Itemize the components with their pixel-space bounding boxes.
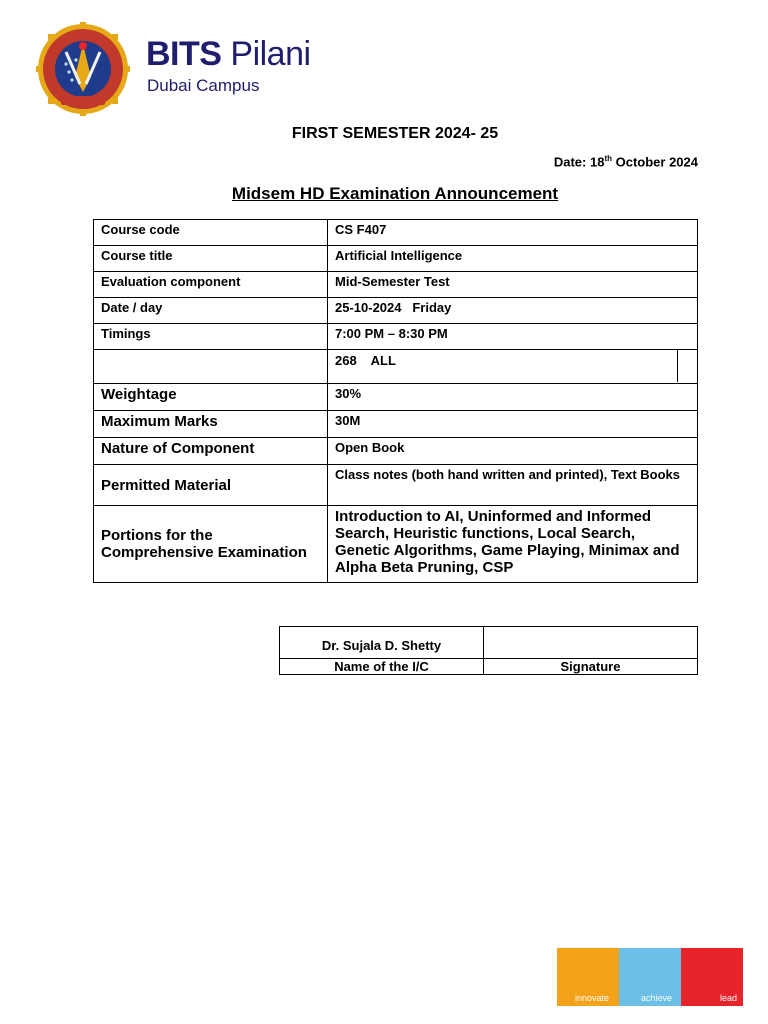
nature-value: Open Book xyxy=(328,438,698,465)
table-row xyxy=(280,627,698,659)
table-row xyxy=(94,324,698,350)
venue-blank-cell xyxy=(677,350,697,382)
course-code-label: Course code xyxy=(94,220,328,246)
maximum-marks-label: Maximum Marks xyxy=(94,411,328,438)
date-day-label: Date / day xyxy=(94,298,328,324)
weightage-label: Weightage xyxy=(94,384,328,411)
announcement-heading: Midsem HD Examination Announcement xyxy=(231,184,559,203)
table-row xyxy=(94,438,698,465)
semester-title: FIRST SEMESTER 2024- 25 xyxy=(291,125,499,142)
table-row xyxy=(94,298,698,324)
table-row xyxy=(94,411,698,438)
venue-label xyxy=(94,350,328,384)
footer-banner xyxy=(557,948,743,1006)
permitted-material-label: Permitted Material xyxy=(94,465,328,506)
course-title-value: Artificial Intelligence xyxy=(328,246,698,272)
exam-details-table xyxy=(93,219,698,583)
footer-achieve: achieve xyxy=(619,948,681,1006)
course-code-value: CS F407 xyxy=(328,220,698,246)
portions-label: Portions for the Comprehensive Examination xyxy=(94,506,328,583)
table-row xyxy=(94,506,698,583)
course-title-label: Course title xyxy=(94,246,328,272)
table-row xyxy=(94,246,698,272)
announcement-date: Date: 18th October 2024 xyxy=(553,154,698,170)
table-row xyxy=(94,220,698,246)
signature-table xyxy=(279,626,698,675)
venue-cell xyxy=(328,350,698,384)
table-row xyxy=(94,384,698,411)
date-day-value: 25-10-2024 Friday xyxy=(328,298,698,324)
ic-name-value: Dr. Sujala D. Shetty xyxy=(280,627,484,659)
table-row xyxy=(280,659,698,675)
evaluation-component-value: Mid-Semester Test xyxy=(328,272,698,298)
brand-name: BITS Pilani xyxy=(146,35,311,73)
table-row xyxy=(94,272,698,298)
signature-box xyxy=(484,627,698,659)
ic-name-label: Name of the I/C xyxy=(280,659,484,675)
footer-innovate: innovate xyxy=(557,948,619,1006)
nature-label: Nature of Component xyxy=(94,438,328,465)
evaluation-component-label: Evaluation component xyxy=(94,272,328,298)
portions-value: Introduction to AI, Uninformed and Informed Search, Heuristic functions, Local Search, Genetic Algorithms, Game Playing, Minimax and Alpha Beta Pruning, CSP xyxy=(328,506,698,583)
permitted-material-value: Class notes (both hand written and printed), Text Books xyxy=(328,465,698,506)
timings-value: 7:00 PM – 8:30 PM xyxy=(328,324,698,350)
maximum-marks-value: 30M xyxy=(328,411,698,438)
table-row xyxy=(94,465,698,506)
timings-label: Timings xyxy=(94,324,328,350)
brand-campus: Dubai Campus xyxy=(147,76,260,95)
institute-seal-icon xyxy=(36,22,130,116)
signature-label: Signature xyxy=(484,659,698,675)
footer-lead: lead xyxy=(681,948,743,1006)
table-row xyxy=(94,350,698,384)
weightage-value: 30% xyxy=(328,384,698,411)
venue-value: 268 ALL xyxy=(335,353,396,368)
